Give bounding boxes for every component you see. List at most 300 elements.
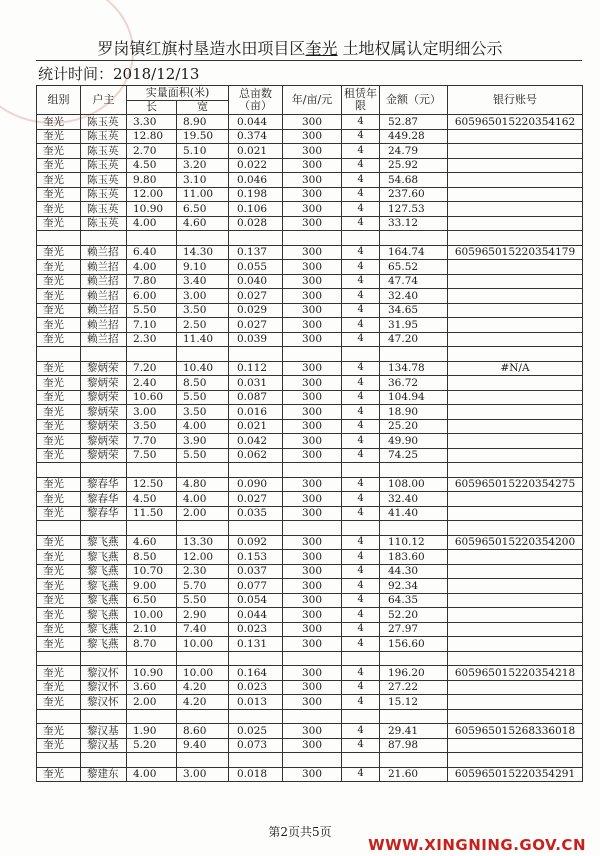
table-row bbox=[37, 593, 583, 608]
empty-cell bbox=[177, 463, 229, 478]
cell-amount: 36.72 bbox=[380, 376, 448, 391]
cell-width: 3.50 bbox=[177, 405, 229, 420]
cell-account bbox=[448, 332, 583, 347]
cell-owner: 陈玉英 bbox=[81, 173, 127, 188]
cell-rate: 300 bbox=[283, 579, 342, 594]
cell-width: 11.00 bbox=[177, 187, 229, 202]
cell-account: 605965015220354200 bbox=[448, 535, 583, 550]
empty-cell bbox=[283, 521, 342, 536]
table-row bbox=[37, 144, 583, 159]
cell-total: 0.073 bbox=[229, 738, 283, 753]
empty-cell bbox=[127, 463, 177, 478]
cell-group: 奎光 bbox=[37, 318, 81, 333]
table-row bbox=[37, 695, 583, 710]
cell-amount: 127.53 bbox=[380, 202, 448, 217]
cell-total: 0.092 bbox=[229, 535, 283, 550]
header-group: 组别 bbox=[37, 86, 81, 115]
cell-account bbox=[448, 405, 583, 420]
table-header bbox=[37, 86, 583, 115]
cell-rate: 300 bbox=[283, 622, 342, 637]
cell-amount: 134.78 bbox=[380, 361, 448, 376]
cell-amount: 27.22 bbox=[380, 680, 448, 695]
cell-owner: 黎春华 bbox=[81, 477, 127, 492]
cell-length: 1.90 bbox=[127, 724, 177, 739]
cell-years: 4 bbox=[342, 492, 380, 507]
title-prefix: 罗岗镇红旗村垦造水田项目区 bbox=[97, 39, 306, 58]
cell-owner: 黎飞燕 bbox=[81, 564, 127, 579]
cell-total: 0.054 bbox=[229, 593, 283, 608]
cell-group: 奎光 bbox=[37, 448, 81, 463]
cell-group: 奎光 bbox=[37, 303, 81, 318]
cell-rate: 300 bbox=[283, 434, 342, 449]
cell-total: 0.039 bbox=[229, 332, 283, 347]
cell-group: 奎光 bbox=[37, 158, 81, 173]
cell-width: 5.50 bbox=[177, 448, 229, 463]
empty-cell bbox=[127, 753, 177, 768]
cell-account: 605965015220354291 bbox=[448, 767, 583, 782]
empty-cell bbox=[380, 651, 448, 666]
table-row bbox=[37, 245, 583, 260]
cell-rate: 300 bbox=[283, 593, 342, 608]
cell-total: 0.055 bbox=[229, 260, 283, 275]
table-row bbox=[37, 579, 583, 594]
cell-account bbox=[448, 680, 583, 695]
cell-group: 奎光 bbox=[37, 144, 81, 159]
group-separator-row bbox=[37, 651, 583, 666]
cell-years: 4 bbox=[342, 419, 380, 434]
cell-length: 10.70 bbox=[127, 564, 177, 579]
empty-cell bbox=[177, 709, 229, 724]
cell-rate: 300 bbox=[283, 187, 342, 202]
cell-years: 4 bbox=[342, 593, 380, 608]
cell-width: 4.00 bbox=[177, 492, 229, 507]
empty-cell bbox=[342, 347, 380, 362]
table-row bbox=[37, 376, 583, 391]
cell-length: 3.30 bbox=[127, 115, 177, 130]
cell-years: 4 bbox=[342, 477, 380, 492]
empty-cell bbox=[380, 753, 448, 768]
empty-cell bbox=[37, 463, 81, 478]
cell-group: 奎光 bbox=[37, 405, 81, 420]
cell-group: 奎光 bbox=[37, 202, 81, 217]
cell-years: 4 bbox=[342, 738, 380, 753]
cell-years: 4 bbox=[342, 680, 380, 695]
cell-rate: 300 bbox=[283, 274, 342, 289]
table-row bbox=[37, 637, 583, 652]
cell-total: 0.040 bbox=[229, 274, 283, 289]
cell-years: 4 bbox=[342, 564, 380, 579]
empty-cell bbox=[177, 651, 229, 666]
cell-amount: 32.40 bbox=[380, 492, 448, 507]
cell-years: 4 bbox=[342, 129, 380, 144]
empty-cell bbox=[448, 463, 583, 478]
cell-group: 奎光 bbox=[37, 477, 81, 492]
empty-cell bbox=[81, 521, 127, 536]
cell-years: 4 bbox=[342, 332, 380, 347]
cell-account bbox=[448, 158, 583, 173]
cell-account bbox=[448, 419, 583, 434]
land-table bbox=[36, 85, 583, 782]
title-group: 奎光 bbox=[305, 39, 338, 58]
cell-length: 6.40 bbox=[127, 245, 177, 260]
cell-account: 605965015220354162 bbox=[448, 115, 583, 130]
cell-width: 19.50 bbox=[177, 129, 229, 144]
cell-years: 4 bbox=[342, 767, 380, 782]
table-row bbox=[37, 216, 583, 231]
cell-length: 7.50 bbox=[127, 448, 177, 463]
cell-width: 4.20 bbox=[177, 680, 229, 695]
cell-amount: 110.12 bbox=[380, 535, 448, 550]
cell-group: 奎光 bbox=[37, 434, 81, 449]
cell-width: 4.00 bbox=[177, 419, 229, 434]
cell-group: 奎光 bbox=[37, 115, 81, 130]
cell-owner: 黎飞燕 bbox=[81, 535, 127, 550]
cell-width: 5.50 bbox=[177, 593, 229, 608]
cell-width: 2.50 bbox=[177, 318, 229, 333]
cell-length: 5.50 bbox=[127, 303, 177, 318]
cell-owner: 陈玉英 bbox=[81, 187, 127, 202]
cell-rate: 300 bbox=[283, 332, 342, 347]
cell-width: 3.10 bbox=[177, 173, 229, 188]
table-row bbox=[37, 506, 583, 521]
cell-width: 8.90 bbox=[177, 115, 229, 130]
cell-width: 3.50 bbox=[177, 303, 229, 318]
cell-rate: 300 bbox=[283, 666, 342, 681]
cell-total: 0.106 bbox=[229, 202, 283, 217]
cell-length: 7.10 bbox=[127, 318, 177, 333]
cell-account bbox=[448, 144, 583, 159]
cell-group: 奎光 bbox=[37, 129, 81, 144]
cell-years: 4 bbox=[342, 144, 380, 159]
cell-amount: 92.34 bbox=[380, 579, 448, 594]
empty-cell bbox=[177, 347, 229, 362]
cell-amount: 104.94 bbox=[380, 390, 448, 405]
cell-years: 4 bbox=[342, 724, 380, 739]
cell-account bbox=[448, 637, 583, 652]
cell-length: 10.60 bbox=[127, 390, 177, 405]
empty-cell bbox=[229, 753, 283, 768]
empty-cell bbox=[177, 753, 229, 768]
cell-length: 8.70 bbox=[127, 637, 177, 652]
cell-owner: 赖兰招 bbox=[81, 274, 127, 289]
cell-rate: 300 bbox=[283, 289, 342, 304]
cell-account bbox=[448, 390, 583, 405]
cell-group: 奎光 bbox=[37, 724, 81, 739]
cell-amount: 47.20 bbox=[380, 332, 448, 347]
cell-account: 605965015220354179 bbox=[448, 245, 583, 260]
cell-total: 0.374 bbox=[229, 129, 283, 144]
group-separator-row bbox=[37, 521, 583, 536]
cell-rate: 300 bbox=[283, 477, 342, 492]
empty-cell bbox=[380, 347, 448, 362]
cell-years: 4 bbox=[342, 274, 380, 289]
empty-cell bbox=[37, 521, 81, 536]
cell-width: 4.60 bbox=[177, 216, 229, 231]
table-row bbox=[37, 550, 583, 565]
cell-owner: 黎炳荣 bbox=[81, 419, 127, 434]
cell-amount: 87.98 bbox=[380, 738, 448, 753]
header-area: 实量面积(米) bbox=[127, 86, 229, 101]
empty-cell bbox=[342, 521, 380, 536]
cell-owner: 陈玉英 bbox=[81, 115, 127, 130]
cell-owner: 黎春华 bbox=[81, 492, 127, 507]
table-row bbox=[37, 274, 583, 289]
table-body bbox=[37, 115, 583, 782]
cell-years: 4 bbox=[342, 376, 380, 391]
cell-owner: 黎飞燕 bbox=[81, 622, 127, 637]
cell-years: 4 bbox=[342, 550, 380, 565]
cell-years: 4 bbox=[342, 405, 380, 420]
table-row bbox=[37, 419, 583, 434]
cell-width: 8.60 bbox=[177, 724, 229, 739]
cell-amount: 32.40 bbox=[380, 289, 448, 304]
table-row bbox=[37, 564, 583, 579]
cell-account bbox=[448, 593, 583, 608]
cell-length: 7.70 bbox=[127, 434, 177, 449]
cell-group: 奎光 bbox=[37, 535, 81, 550]
cell-length: 10.90 bbox=[127, 202, 177, 217]
empty-cell bbox=[37, 651, 81, 666]
cell-group: 奎光 bbox=[37, 376, 81, 391]
cell-length: 12.80 bbox=[127, 129, 177, 144]
table-row bbox=[37, 260, 583, 275]
empty-cell bbox=[229, 651, 283, 666]
title-underline bbox=[36, 60, 582, 61]
empty-cell bbox=[283, 709, 342, 724]
cell-owner: 黎飞燕 bbox=[81, 550, 127, 565]
cell-account bbox=[448, 274, 583, 289]
empty-cell bbox=[380, 231, 448, 246]
cell-width: 5.70 bbox=[177, 579, 229, 594]
cell-account bbox=[448, 318, 583, 333]
empty-cell bbox=[448, 347, 583, 362]
cell-owner: 赖兰招 bbox=[81, 318, 127, 333]
cell-group: 奎光 bbox=[37, 289, 81, 304]
empty-cell bbox=[283, 753, 342, 768]
cell-width: 4.80 bbox=[177, 477, 229, 492]
cell-group: 奎光 bbox=[37, 579, 81, 594]
cell-rate: 300 bbox=[283, 245, 342, 260]
cell-amount: 237.60 bbox=[380, 187, 448, 202]
cell-owner: 黎汉怀 bbox=[81, 695, 127, 710]
cell-years: 4 bbox=[342, 608, 380, 623]
cell-rate: 300 bbox=[283, 303, 342, 318]
cell-total: 0.035 bbox=[229, 506, 283, 521]
page-title bbox=[0, 36, 600, 59]
empty-cell bbox=[37, 709, 81, 724]
cell-amount: 27.97 bbox=[380, 622, 448, 637]
cell-amount: 34.65 bbox=[380, 303, 448, 318]
cell-account bbox=[448, 564, 583, 579]
cell-owner: 黎炳荣 bbox=[81, 448, 127, 463]
empty-cell bbox=[37, 347, 81, 362]
cell-years: 4 bbox=[342, 434, 380, 449]
cell-years: 4 bbox=[342, 202, 380, 217]
empty-cell bbox=[342, 231, 380, 246]
table-row bbox=[37, 434, 583, 449]
empty-cell bbox=[448, 231, 583, 246]
cell-owner: 黎飞燕 bbox=[81, 593, 127, 608]
cell-rate: 300 bbox=[283, 376, 342, 391]
cell-account bbox=[448, 434, 583, 449]
cell-account bbox=[448, 448, 583, 463]
cell-total: 0.016 bbox=[229, 405, 283, 420]
empty-cell bbox=[448, 709, 583, 724]
cell-owner: 赖兰招 bbox=[81, 260, 127, 275]
cell-account bbox=[448, 303, 583, 318]
cell-amount: 156.60 bbox=[380, 637, 448, 652]
cell-account bbox=[448, 492, 583, 507]
cell-account: 605965015220354218 bbox=[448, 666, 583, 681]
cell-amount: 449.28 bbox=[380, 129, 448, 144]
cell-length: 2.30 bbox=[127, 332, 177, 347]
cell-years: 4 bbox=[342, 695, 380, 710]
cell-owner: 黎春华 bbox=[81, 506, 127, 521]
cell-owner: 赖兰招 bbox=[81, 332, 127, 347]
cell-group: 奎光 bbox=[37, 666, 81, 681]
cell-rate: 300 bbox=[283, 767, 342, 782]
cell-total: 0.029 bbox=[229, 303, 283, 318]
cell-total: 0.090 bbox=[229, 477, 283, 492]
cell-account bbox=[448, 622, 583, 637]
cell-rate: 300 bbox=[283, 390, 342, 405]
cell-group: 奎光 bbox=[37, 492, 81, 507]
cell-length: 10.90 bbox=[127, 666, 177, 681]
cell-length: 4.50 bbox=[127, 492, 177, 507]
cell-years: 4 bbox=[342, 173, 380, 188]
cell-width: 3.00 bbox=[177, 289, 229, 304]
table-row bbox=[37, 289, 583, 304]
stat-time: 统计时间：2018/12/13 bbox=[38, 65, 200, 83]
cell-width: 2.90 bbox=[177, 608, 229, 623]
cell-width: 14.30 bbox=[177, 245, 229, 260]
cell-group: 奎光 bbox=[37, 550, 81, 565]
empty-cell bbox=[37, 231, 81, 246]
cell-width: 5.10 bbox=[177, 144, 229, 159]
site-watermark: WWW.XINGNING.GOV.CN bbox=[368, 836, 586, 854]
cell-total: 0.131 bbox=[229, 637, 283, 652]
title-suffix: 土地权属认定明细公示 bbox=[342, 39, 503, 58]
cell-owner: 赖兰招 bbox=[81, 289, 127, 304]
cell-years: 4 bbox=[342, 318, 380, 333]
empty-cell bbox=[177, 231, 229, 246]
cell-group: 奎光 bbox=[37, 332, 81, 347]
group-separator-row bbox=[37, 709, 583, 724]
table-row bbox=[37, 318, 583, 333]
cell-rate: 300 bbox=[283, 115, 342, 130]
cell-total: 0.025 bbox=[229, 724, 283, 739]
empty-cell bbox=[37, 753, 81, 768]
cell-total: 0.018 bbox=[229, 767, 283, 782]
cell-length: 4.60 bbox=[127, 535, 177, 550]
cell-amount: 52.87 bbox=[380, 115, 448, 130]
cell-width: 8.50 bbox=[177, 376, 229, 391]
cell-rate: 300 bbox=[283, 738, 342, 753]
cell-width: 2.30 bbox=[177, 564, 229, 579]
cell-owner: 陈玉英 bbox=[81, 144, 127, 159]
cell-length: 2.70 bbox=[127, 144, 177, 159]
cell-years: 4 bbox=[342, 303, 380, 318]
cell-group: 奎光 bbox=[37, 419, 81, 434]
cell-rate: 300 bbox=[283, 202, 342, 217]
header-years: 租赁年限 bbox=[342, 86, 380, 115]
cell-amount: 196.20 bbox=[380, 666, 448, 681]
cell-length: 2.00 bbox=[127, 695, 177, 710]
cell-length: 3.00 bbox=[127, 405, 177, 420]
empty-cell bbox=[283, 347, 342, 362]
cell-rate: 300 bbox=[283, 448, 342, 463]
cell-amount: 49.90 bbox=[380, 434, 448, 449]
table-row bbox=[37, 724, 583, 739]
cell-years: 4 bbox=[342, 158, 380, 173]
cell-total: 0.022 bbox=[229, 158, 283, 173]
cell-group: 奎光 bbox=[37, 506, 81, 521]
cell-owner: 黎炳荣 bbox=[81, 376, 127, 391]
table-row bbox=[37, 608, 583, 623]
cell-amount: 65.52 bbox=[380, 260, 448, 275]
cell-amount: 44.30 bbox=[380, 564, 448, 579]
cell-length: 3.50 bbox=[127, 419, 177, 434]
empty-cell bbox=[448, 521, 583, 536]
header-total: 总亩数（亩） bbox=[229, 86, 283, 115]
table-row bbox=[37, 738, 583, 753]
table-row bbox=[37, 115, 583, 130]
cell-years: 4 bbox=[342, 506, 380, 521]
cell-total: 0.077 bbox=[229, 579, 283, 594]
cell-length: 11.50 bbox=[127, 506, 177, 521]
cell-years: 4 bbox=[342, 187, 380, 202]
empty-cell bbox=[283, 231, 342, 246]
cell-amount: 25.92 bbox=[380, 158, 448, 173]
page-footer: 第2页共5页 bbox=[268, 825, 332, 839]
cell-rate: 300 bbox=[283, 158, 342, 173]
cell-owner: 黎汉基 bbox=[81, 724, 127, 739]
cell-total: 0.112 bbox=[229, 361, 283, 376]
cell-account bbox=[448, 738, 583, 753]
cell-width: 7.40 bbox=[177, 622, 229, 637]
cell-width: 10.40 bbox=[177, 361, 229, 376]
cell-amount: 33.12 bbox=[380, 216, 448, 231]
cell-amount: 25.20 bbox=[380, 419, 448, 434]
cell-width: 3.40 bbox=[177, 274, 229, 289]
empty-cell bbox=[127, 231, 177, 246]
cell-amount: 54.68 bbox=[380, 173, 448, 188]
empty-cell bbox=[448, 651, 583, 666]
cell-total: 0.031 bbox=[229, 376, 283, 391]
cell-length: 6.50 bbox=[127, 593, 177, 608]
cell-owner: 黎炳荣 bbox=[81, 405, 127, 420]
cell-group: 奎光 bbox=[37, 260, 81, 275]
table-row bbox=[37, 158, 583, 173]
table-row bbox=[37, 622, 583, 637]
cell-rate: 300 bbox=[283, 608, 342, 623]
cell-rate: 300 bbox=[283, 492, 342, 507]
cell-width: 12.00 bbox=[177, 550, 229, 565]
cell-length: 7.80 bbox=[127, 274, 177, 289]
cell-width: 5.50 bbox=[177, 390, 229, 405]
empty-cell bbox=[229, 463, 283, 478]
cell-total: 0.062 bbox=[229, 448, 283, 463]
cell-group: 奎光 bbox=[37, 680, 81, 695]
cell-length: 12.50 bbox=[127, 477, 177, 492]
cell-group: 奎光 bbox=[37, 738, 81, 753]
cell-total: 0.028 bbox=[229, 216, 283, 231]
cell-length: 12.00 bbox=[127, 187, 177, 202]
group-separator-row bbox=[37, 231, 583, 246]
cell-group: 奎光 bbox=[37, 274, 81, 289]
cell-years: 4 bbox=[342, 666, 380, 681]
empty-cell bbox=[342, 753, 380, 768]
